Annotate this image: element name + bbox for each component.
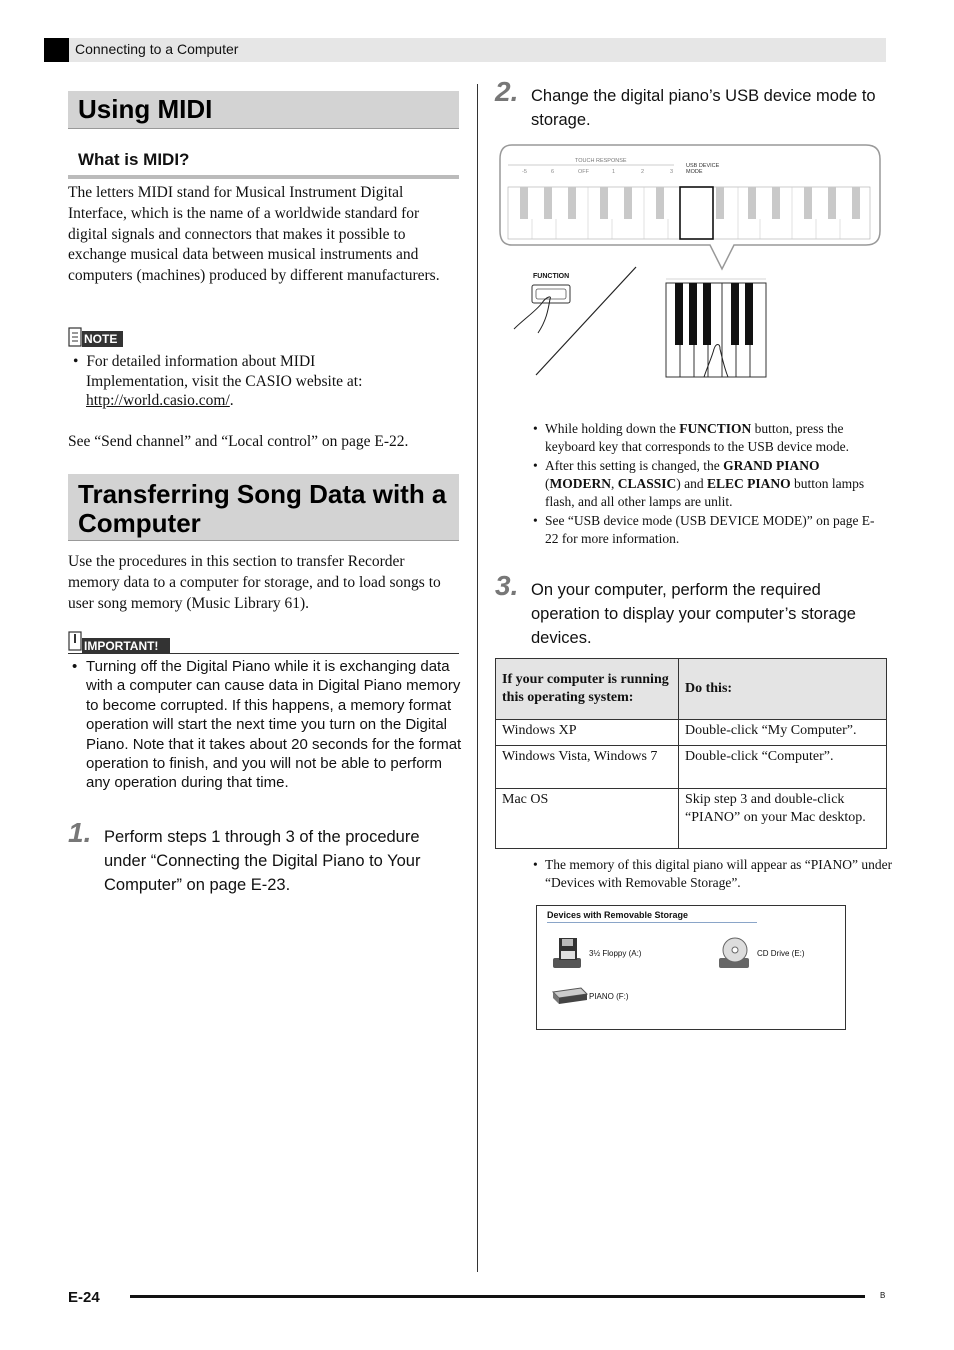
section-title: Using MIDI (78, 94, 213, 124)
bullet-see: • See “USB device mode (USB DEVICE MODE)” on page E-22 for more information. (533, 513, 875, 546)
bullet-lamps: • After this setting is changed, the GRAND PIANO (MODERN, CLASSIC) and ELEC PIANO button lamps flash, and all other lamps are unlit. (533, 458, 865, 509)
note-text: NOTE (84, 332, 118, 346)
usb-device-mode-label (686, 163, 719, 175)
table-row (496, 720, 887, 746)
header-marker (44, 38, 69, 62)
midi-description: The letters MIDI stand for Musical Instrument Digital Interface, which is the name of a worldwide standard for digital signals and connectors that makes it possible to exchange musical data between musical instruments and computers (machines) produced by different manufacturers. (68, 184, 440, 285)
scale-label-2: 6 (551, 169, 555, 175)
removable-storage-heading: Devices with Removable Storage (547, 910, 689, 920)
table-cell-action: Skip step 3 and double-click “PIANO” on your Mac desktop. (679, 789, 887, 849)
note-line-1: For detailed information about MIDI (86, 353, 316, 370)
important-label (68, 630, 459, 656)
step-1-number: 1. (68, 817, 92, 848)
function-label: FUNCTION (533, 273, 570, 280)
casio-website-link[interactable]: http://world.casio.com/ (86, 392, 230, 409)
step-3-number: 3. (495, 570, 519, 601)
table-cell-os: Windows Vista, Windows 7 (496, 746, 679, 789)
table-cell-action: Double-click “Computer”. (679, 746, 887, 789)
piano-drive-label: PIANO (F:) (589, 992, 629, 1001)
cd-drive-item[interactable] (717, 936, 805, 975)
subheading: What is MIDI? (78, 150, 190, 169)
cd-drive-label: CD Drive (E:) (757, 949, 805, 958)
heading-rule (547, 922, 757, 923)
table-cell-os: Mac OS (496, 789, 679, 849)
os-instructions-table (495, 658, 887, 849)
step-3-bullet: • The memory of this digital piano will appear as “PIANO” under “Devices with Removable Storage”. (533, 857, 893, 890)
piano-illustration (498, 143, 882, 383)
transfer-title-line2: Computer (78, 508, 201, 538)
table-row (496, 746, 887, 789)
usb-device-mode-line2: MODE (686, 169, 703, 175)
section-box-using-midi (68, 91, 459, 129)
link-suffix: . (229, 392, 234, 409)
important-bullet-text: Turning off the Digital Piano while it is exchanging data with a computer can cause data in Digital Piano memory to become corrupted. If this happens, a memory format operation will start the next time you turn on the Digital Piano. Note that it takes about 20 seconds for the format operation to finish, and you will not be able to perform any operation during that time. (86, 658, 462, 792)
piano-drive-item[interactable] (549, 984, 629, 1013)
note-bullet: • For detailed information about MIDI Implementation, visit the CASIO website at: http://world.casio.com/. (73, 352, 463, 411)
table-row (496, 789, 887, 849)
scale-label-4: 1 (612, 169, 616, 175)
footer-code: B (880, 1291, 886, 1300)
table-cell-action: Double-click “My Computer”. (679, 720, 887, 746)
step-3-bullet-text: The memory of this digital piano will appear as “PIANO” under “Devices with Removable Storage”. (545, 857, 893, 890)
subheading-rule (68, 175, 459, 179)
scale-label-3: OFF (578, 169, 589, 175)
table-header-os: If your computer is running this operating system: (496, 659, 679, 720)
column-divider (477, 84, 478, 1272)
note-label (68, 326, 126, 353)
transfer-description: Use the procedures in this section to transfer Recorder memory data to a computer for storage, and to load songs to user song memory (Music Library 61). (68, 553, 441, 612)
usb-device-mode-line1: USB DEVICE (686, 163, 720, 169)
bullet-function: • While holding down the FUNCTION button, press the keyboard key that corresponds to the USB device mode. (533, 421, 850, 454)
important-text: IMPORTANT! (84, 639, 159, 653)
touch-response-label: TOUCH RESPONSE (575, 158, 627, 164)
page-number: E-24 (68, 1289, 100, 1306)
section-box-transfer (68, 474, 459, 541)
transfer-title-line1: Transferring Song Data with a (78, 479, 447, 509)
header-section-title: Connecting to a Computer (75, 41, 239, 57)
scale-label-5: 2 (641, 169, 645, 175)
table-cell-os: Windows XP (496, 720, 679, 746)
removable-storage-window (536, 905, 846, 1030)
step-2-bullets (533, 420, 887, 548)
important-rule (68, 653, 459, 654)
cd-drive-icon (717, 936, 751, 970)
scale-label-1: -5 (522, 169, 527, 175)
removable-drive-icon (549, 984, 589, 1008)
floppy-drive-item[interactable] (549, 936, 642, 975)
step-2-text: Change the digital piano’s USB device mode to storage. (531, 87, 876, 129)
floppy-drive-icon (549, 936, 583, 970)
step-3-text: On your computer, perform the required operation to display your computer’s storage devices. (531, 581, 856, 647)
see-reference: See “Send channel” and “Local control” on page E-22. (68, 433, 409, 450)
table-header-action: Do this: (679, 659, 887, 720)
table-header-row (496, 659, 887, 720)
step-2-number: 2. (495, 76, 519, 107)
keyboard-diagram (498, 143, 882, 383)
important-bullet: • Turning off the Digital Piano while it is exchanging data with a computer can cause data in Digital Piano memory to become corrupted. If this happens, a memory format operation will start the next time you turn on the Digital Piano. Note that it takes about 20 seconds for the format operation to finish, and you will not be able to perform any operation during that time. (72, 658, 462, 792)
floppy-drive-label: 3½ Floppy (A:) (589, 949, 642, 958)
footer-rule (130, 1295, 865, 1298)
scale-label-6: 3 (670, 169, 674, 175)
step-1-text: Perform steps 1 through 3 of the procedure under “Connecting the Digital Piano to Your Computer” on page E-23. (104, 828, 421, 894)
note-line-2: Implementation, visit the CASIO website at: (86, 372, 363, 390)
